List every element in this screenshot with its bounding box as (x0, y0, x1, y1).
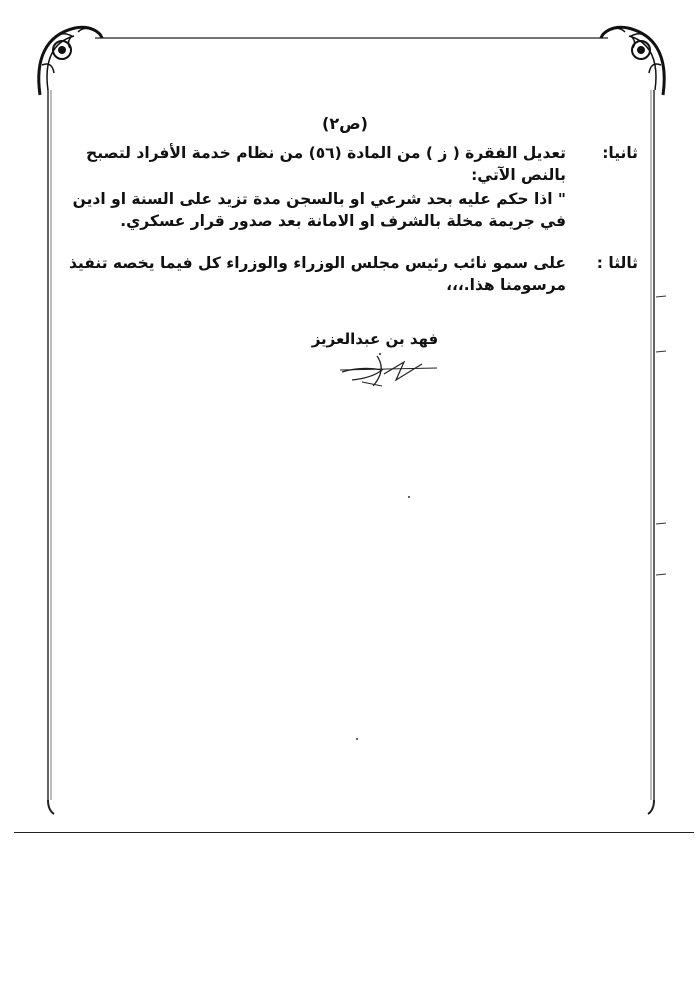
clause-text: على سمو نائب رئيس مجلس الوزراء والوزراء كل فيما يخصه تنفيذ مرسومنا هذا.،،، (68, 254, 566, 294)
clause-label: ثالثا : (596, 254, 638, 272)
top-right-corner-ornament (598, 20, 673, 100)
clause-label: ثانيا: (602, 144, 638, 162)
speck (356, 738, 358, 740)
signatory-name: فهد بن عبدالعزيز (311, 330, 439, 348)
top-left-corner-ornament (30, 20, 105, 100)
clause-quote: " اذا حكم عليه بحد شرعي او بالسجن مدة تزيد على السنة او ادين في جريمة مخلة بالشرف او الامانة بعد صدور قرار عسكري. (72, 190, 566, 230)
clause-third (68, 252, 638, 296)
margin-mark (655, 350, 667, 353)
handwritten-signature (322, 350, 442, 395)
page-number: (ص٢) (322, 114, 368, 133)
margin-mark (655, 573, 667, 576)
margin-mark (655, 295, 667, 298)
clause-text: تعديل الفقرة ( ز ) من المادة (٥٦) من نظام خدمة الأفراد لتصبح بالنص الآتي: (86, 144, 566, 184)
bottom-rule (14, 832, 694, 833)
speck (408, 496, 410, 498)
clause-second (68, 142, 638, 232)
margin-mark (655, 522, 667, 525)
